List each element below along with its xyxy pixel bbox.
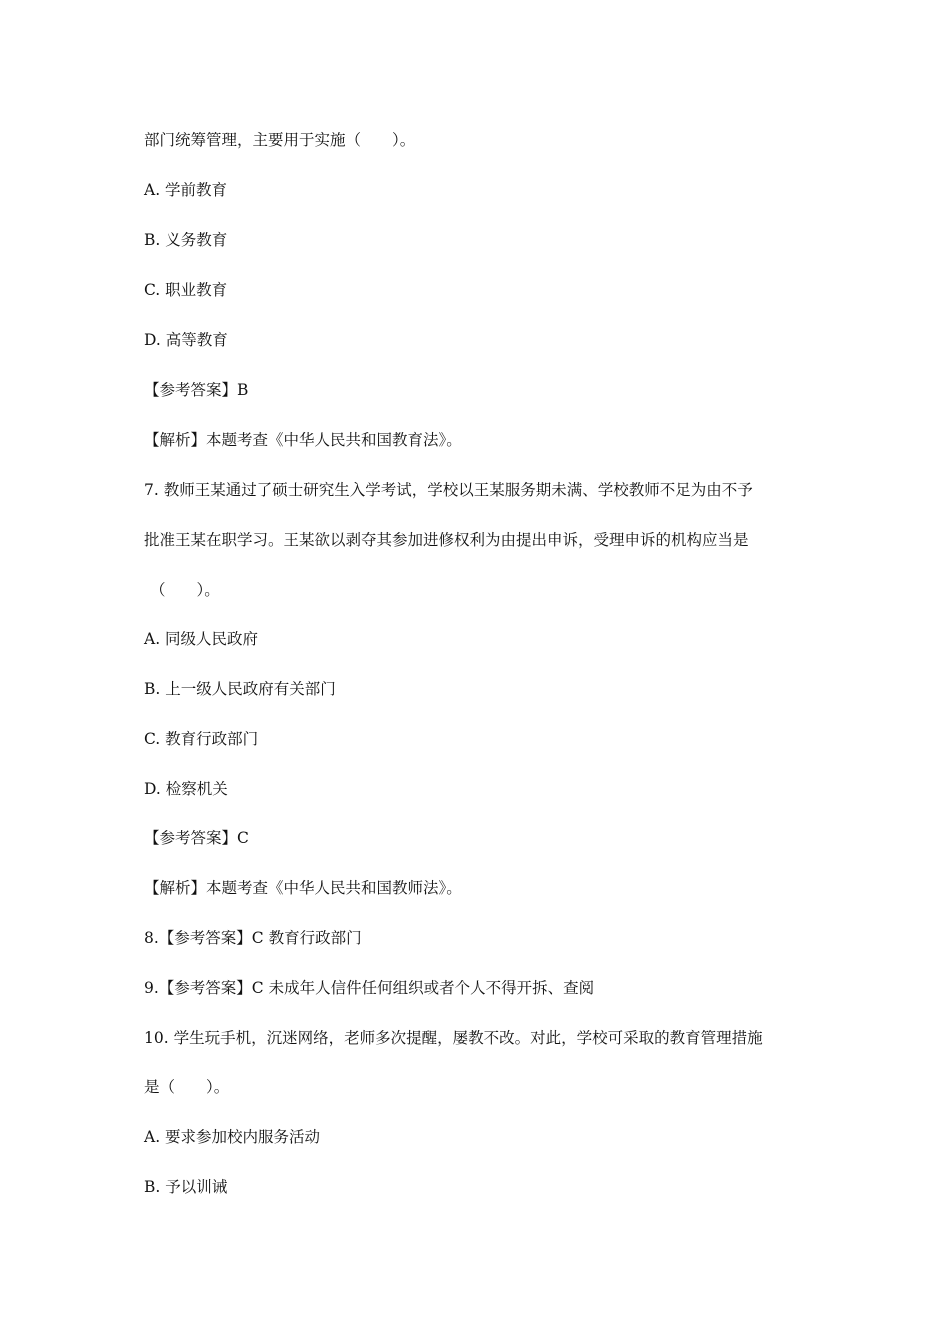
option-b: B. 予以训诫 bbox=[144, 1178, 228, 1196]
option-c: C. 教育行政部门 bbox=[144, 730, 259, 748]
analysis: 【解析】本题考查《中华人民共和国教师法》。 bbox=[144, 879, 462, 897]
question-8-answer: 8.【参考答案】C 教育行政部门 bbox=[144, 929, 362, 947]
question-6-stem-end: 部门统筹管理，主要用于实施（ ）。 bbox=[144, 131, 416, 149]
option-b: B. 上一级人民政府有关部门 bbox=[144, 680, 336, 698]
question-7-stem-line-3: （ ）。 bbox=[150, 581, 220, 599]
option-c: C. 职业教育 bbox=[144, 281, 228, 299]
question-7-stem-line-1: 7. 教师王某通过了硕士研究生入学考试，学校以王某服务期未满、学校教师不足为由不予 bbox=[144, 481, 753, 499]
option-d: D. 高等教育 bbox=[144, 331, 228, 349]
reference-answer: 【参考答案】C bbox=[144, 829, 249, 847]
option-d: D. 检察机关 bbox=[144, 780, 228, 798]
question-10-stem-line-1: 10. 学生玩手机，沉迷网络，老师多次提醒，屡教不改。对此，学校可采取的教育管理措施 bbox=[144, 1029, 763, 1047]
option-a: A. 要求参加校内服务活动 bbox=[144, 1128, 321, 1146]
option-a: A. 学前教育 bbox=[144, 181, 228, 199]
option-a: A. 同级人民政府 bbox=[144, 630, 259, 648]
reference-answer: 【参考答案】B bbox=[144, 381, 249, 399]
option-b: B. 义务教育 bbox=[144, 231, 228, 249]
question-10-stem-line-2: 是（ ）。 bbox=[144, 1078, 230, 1096]
question-7-stem-line-2: 批准王某在职学习。王某欲以剥夺其参加进修权利为由提出申诉，受理申诉的机构应当是 bbox=[144, 531, 749, 549]
question-9-answer: 9.【参考答案】C 未成年人信件任何组织或者个人不得开拆、查阅 bbox=[144, 979, 595, 997]
analysis: 【解析】本题考查《中华人民共和国教育法》。 bbox=[144, 431, 462, 449]
